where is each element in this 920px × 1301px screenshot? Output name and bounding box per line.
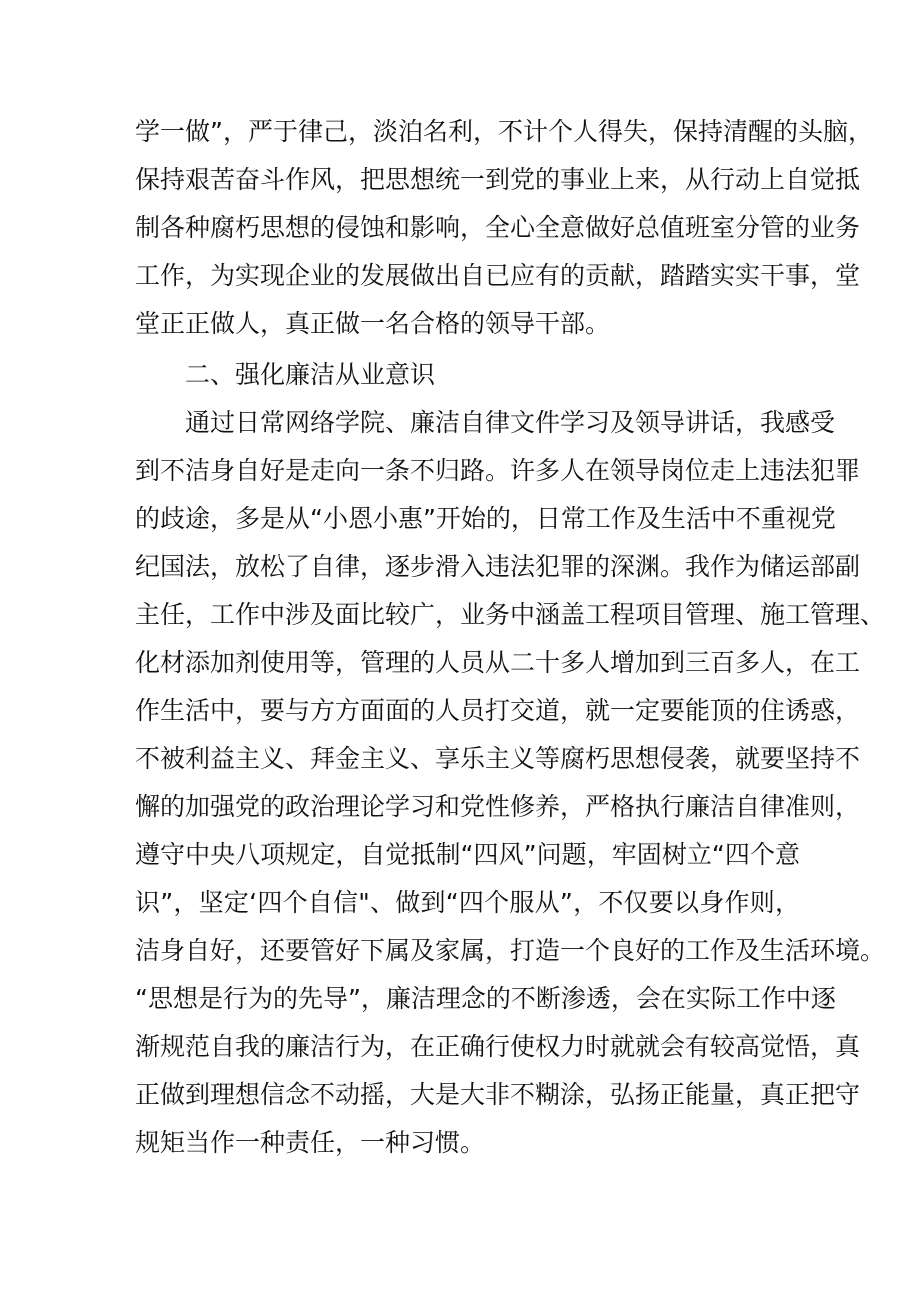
paragraph-1-line-2: 保持艰苦奋斗作风，把思想统一到党的事业上来，从行动上自觉抵 (135, 165, 861, 194)
paragraph-2-line-10: 遵守中央八项规定，自觉抵制“四风”问题，牢固树立“四个意 (135, 840, 800, 869)
paragraph-2-line-11: 识”，坚定‘四个自信"、做到“四个服从”，不仅要以身作则， (135, 888, 800, 917)
paragraph-2-line-12: 洁身自好，还要管好下属及家属，打造一个良好的工作及生活环境。 (135, 936, 886, 965)
paragraph-2-line-15: 正做到理想信念不动摇，大是大非不糊涂，弘扬正能量，真正把守 (135, 1080, 861, 1109)
paragraph-1-line-3: 制各种腐朽思想的侵蚀和影响，全心全意做好总值班室分管的业务 (135, 213, 861, 242)
paragraph-1-line-1: 学一做”，严于律己，淡泊名利，不计个人得失，保持清醒的头脑， (135, 117, 873, 146)
paragraph-2-line-1: 通过日常网络学院、廉洁自律文件学习及领导讲话，我感受 (185, 408, 836, 437)
paragraph-2-line-8: 不被利益主义、拜金主义、享乐主义等腐朽思想侵袭，就要坚持不 (135, 744, 861, 773)
paragraph-2-line-2: 到不洁身自好是走向一条不归路。许多人在领导岗位走上违法犯罪 (135, 456, 861, 485)
paragraph-2-line-14: 渐规范自我的廉洁行为，在正确行使权力时就就会有较高觉悟，真 (135, 1032, 861, 1061)
paragraph-2-line-16: 规矩当作一种责任，一种习惯。 (135, 1128, 486, 1157)
paragraph-2-line-3: 的歧途，多是从“小恩小惠”开始的，日常工作及生活中不重视党 (135, 504, 836, 533)
paragraph-2-line-4: 纪国法，放松了自律，逐步滑入违法犯罪的深渊。我作为储运部副 (135, 552, 861, 581)
paragraph-1-line-4: 工作，为实现企业的发展做出自已应有的贡献，踏踏实实干事，堂 (135, 261, 861, 290)
paragraph-1-line-5: 堂正正做人，真正做一名合格的领导干部。 (135, 309, 611, 338)
paragraph-2-line-7: 作生活中，要与方方面面的人员打交道，就一定要能顶的住诱惑， (135, 696, 861, 725)
paragraph-2-line-6: 化材添加剂使用等，管理的人员从二十多人增加到三百多人，在工 (135, 648, 861, 677)
paragraph-2-line-5: 主任，工作中涉及面比较广，业务中涵盖工程项目管理、施工管理、 (135, 600, 886, 629)
paragraph-2-line-13: “思想是行为的先导”，廉洁理念的不断渗透，会在实际工作中逐 (135, 984, 836, 1013)
paragraph-2-line-9: 懈的加强党的政治理论学习和党性修养，严格执行廉洁自律准则， (135, 792, 861, 821)
section-heading: 二、强化廉洁从业意识 (185, 360, 436, 389)
